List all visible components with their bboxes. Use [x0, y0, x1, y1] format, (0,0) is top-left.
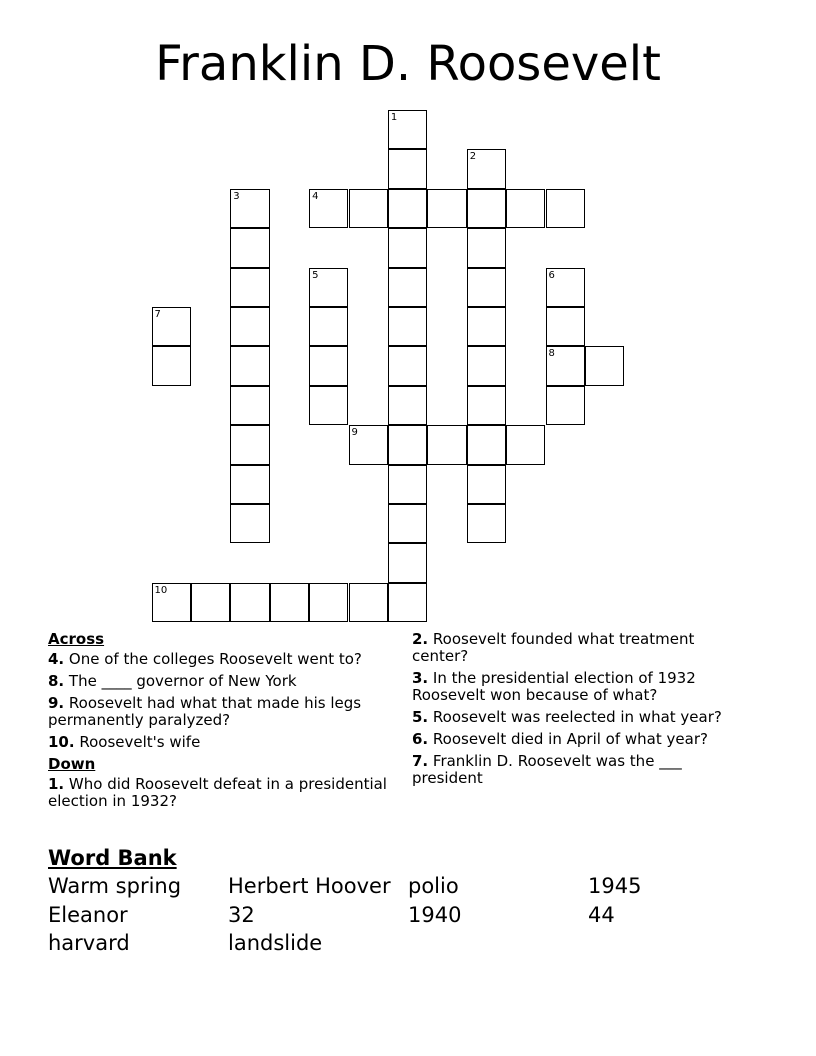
clue-text: One of the colleges Roosevelt went to? [64, 650, 362, 668]
grid-cell[interactable] [349, 583, 388, 622]
grid-cell[interactable] [230, 465, 269, 504]
clue-number: 1 [390, 112, 398, 123]
grid-cell[interactable] [388, 268, 427, 307]
grid-cell[interactable] [349, 425, 388, 464]
grid-cell[interactable] [467, 268, 506, 307]
clue-item [412, 753, 752, 787]
grid-cell[interactable] [388, 543, 427, 582]
word-bank-word: Eleanor [48, 902, 128, 927]
grid-cell[interactable] [388, 583, 427, 622]
across-clue-list [48, 651, 388, 751]
grid-cell[interactable] [388, 189, 427, 228]
clue-number-label: 5. [412, 708, 429, 726]
grid-cell[interactable] [467, 149, 506, 188]
word-bank-word: 32 [228, 902, 255, 927]
clues-left-column [48, 631, 388, 815]
grid-cell[interactable] [467, 425, 506, 464]
grid-cell[interactable] [467, 465, 506, 504]
grid-cell[interactable] [467, 346, 506, 385]
down-heading: Down [48, 755, 96, 773]
word-bank-words [48, 872, 768, 958]
grid-cell[interactable] [349, 189, 388, 228]
word-bank-word: Warm spring [48, 874, 182, 898]
across-heading: Across [48, 630, 105, 648]
grid-cell[interactable] [546, 386, 585, 425]
grid-cell[interactable] [388, 110, 427, 149]
grid-cell[interactable] [388, 386, 427, 425]
clue-number: 6 [548, 269, 555, 281]
grid-cell[interactable] [546, 346, 585, 385]
grid-cell[interactable] [230, 228, 269, 267]
clue-number-label: 3. [412, 669, 429, 687]
grid-cell[interactable] [388, 307, 427, 346]
clue-number: 4 [312, 190, 319, 202]
clue-text: The ____ governor of New York [64, 672, 297, 690]
clue-item [412, 670, 752, 704]
grid-cell[interactable] [467, 386, 506, 425]
grid-cell[interactable] [230, 583, 269, 622]
clue-item [412, 631, 752, 665]
clue-text: Roosevelt founded what treatment center? [412, 630, 695, 665]
grid-cell[interactable] [388, 465, 427, 504]
clue-text: Roosevelt was reelected in what year? [428, 708, 722, 726]
grid-cell[interactable] [230, 346, 269, 385]
clue-item [412, 709, 752, 726]
clue-number: 5 [312, 269, 319, 281]
grid-cell[interactable] [309, 268, 348, 307]
grid-cell[interactable] [309, 583, 348, 622]
puzzle-title: Franklin D. Roosevelt [155, 36, 661, 92]
grid-cell[interactable] [388, 228, 427, 267]
word-bank-title: Word Bank [48, 846, 177, 870]
clue-number: 9 [351, 427, 358, 439]
grid-cell[interactable] [230, 425, 269, 464]
word-bank-word: polio [408, 874, 459, 898]
clue-number-label: 8. [48, 672, 65, 690]
grid-cell[interactable] [427, 189, 466, 228]
clue-number-label: 10. [48, 733, 75, 751]
down-clue-list-right [412, 631, 752, 787]
grid-cell[interactable] [506, 189, 545, 228]
word-bank-word: harvard [48, 931, 130, 955]
grid-cell[interactable] [467, 228, 506, 267]
grid-cell[interactable] [152, 583, 191, 622]
clue-item [48, 695, 388, 729]
clue-item [412, 731, 752, 748]
clue-number-label: 6. [412, 730, 429, 748]
grid-cell[interactable] [467, 504, 506, 543]
word-bank-word: 1940 [408, 902, 462, 927]
clue-item [48, 651, 388, 668]
grid-cell[interactable] [467, 189, 506, 228]
clue-item [48, 673, 388, 690]
clue-number: 2 [469, 151, 477, 163]
grid-cell[interactable] [546, 189, 585, 228]
grid-cell[interactable] [230, 268, 269, 307]
grid-cell[interactable] [585, 346, 624, 385]
grid-cell[interactable] [388, 504, 427, 543]
grid-cell[interactable] [152, 346, 191, 385]
grid-cell[interactable] [230, 189, 269, 228]
grid-cell[interactable] [309, 307, 348, 346]
clue-text: Roosevelt had what that made his legs permanently paralyzed? [48, 694, 362, 729]
clue-number: 10 [154, 584, 168, 596]
word-bank-word: 1945 [588, 874, 642, 898]
grid-cell[interactable] [230, 386, 269, 425]
clues-right-column [412, 631, 752, 792]
clue-text: In the presidential election of 1932 Roosevelt won because of what? [412, 669, 696, 704]
grid-cell[interactable] [388, 346, 427, 385]
grid-cell[interactable] [270, 583, 309, 622]
clue-text: Roosevelt died in April of what year? [428, 730, 708, 748]
grid-cell[interactable] [546, 268, 585, 307]
clue-number-label: 7. [412, 752, 429, 770]
clue-item [48, 734, 388, 751]
grid-cell[interactable] [191, 583, 230, 622]
word-bank-word: landslide [228, 931, 323, 955]
down-clue-list-left [48, 776, 388, 810]
word-bank-word: 44 [588, 902, 615, 927]
word-bank-word: Herbert Hoover [228, 874, 391, 898]
grid-cell[interactable] [309, 189, 348, 228]
grid-cell[interactable] [230, 504, 269, 543]
word-bank [48, 844, 768, 958]
clue-text: Who did Roosevelt defeat in a presidential election in 1932? [48, 775, 387, 810]
clue-number-label: 1. [48, 775, 65, 793]
grid-cell[interactable] [506, 425, 545, 464]
grid-cell[interactable] [388, 149, 427, 188]
clue-number-label: 4. [48, 650, 65, 668]
clue-number: 7 [154, 309, 161, 320]
grid-cell[interactable] [152, 307, 191, 346]
grid-cell[interactable] [388, 425, 427, 464]
clue-text: Roosevelt's wife [74, 733, 201, 751]
grid-cell[interactable] [546, 307, 585, 346]
clue-number-label: 9. [48, 694, 65, 712]
grid-cell[interactable] [230, 307, 269, 346]
clue-text: Franklin D. Roosevelt was the ___ president [412, 752, 682, 787]
clue-item [48, 776, 388, 810]
grid-cell[interactable] [427, 425, 466, 464]
clue-number: 3 [233, 190, 240, 202]
clue-number-label: 2. [412, 630, 429, 648]
grid-cell[interactable] [467, 307, 506, 346]
grid-cell[interactable] [309, 346, 348, 385]
grid-cell[interactable] [309, 386, 348, 425]
clue-number: 8 [548, 348, 555, 360]
